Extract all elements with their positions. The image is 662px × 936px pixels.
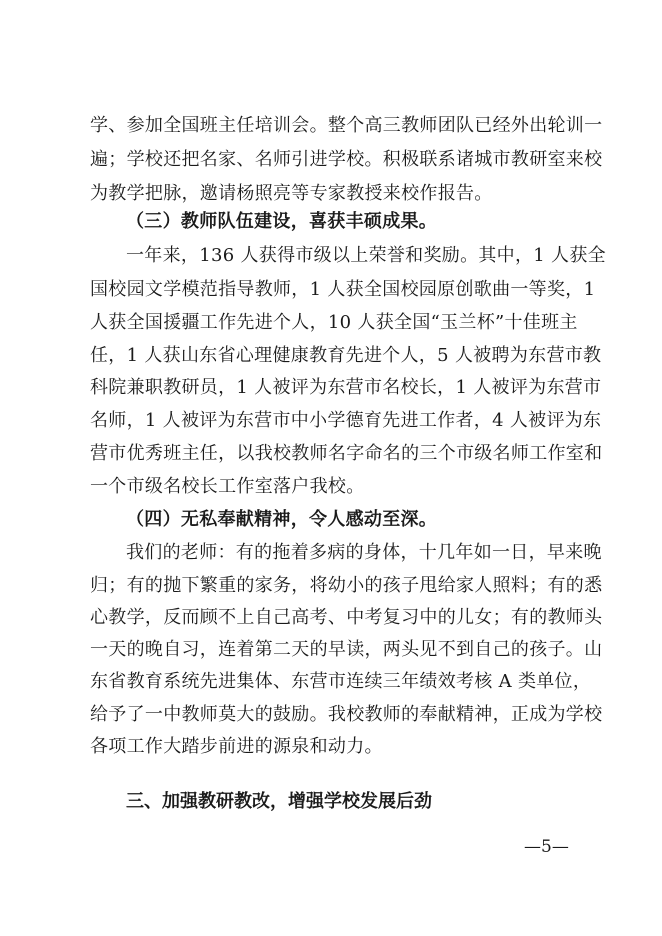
body-text-line: 心教学，反而顾不上自己高考、中考复习中的儿女；有的教师头	[90, 607, 603, 628]
section-heading: 三、加强教研教改，增强学校发展后劲	[126, 791, 432, 812]
body-text-line: 东省教育系统先进集体、东营市连续三年绩效考核 A 类单位，	[90, 671, 592, 692]
body-text-line: 给予了一中教师莫大的鼓励。我校教师的奉献精神，正成为学校	[90, 704, 603, 725]
page-number: —5—	[524, 837, 569, 857]
body-text-line: 国校园文学模范指导教师，1 人获全国校园原创歌曲一等奖，1	[90, 279, 596, 300]
body-text-line: 归；有的抛下繁重的家务，将幼小的孩子甩给家人照料；有的悉	[90, 575, 603, 596]
subsection-heading-4: （四）无私奉献精神，令人感动至深。	[126, 509, 438, 530]
body-text-line: 遍；学校还把名家、名师引进学校。积极联系诸城市教研室来校	[90, 149, 603, 170]
body-text-line: 任，1 人获山东省心理健康教育先进个人，5 人被聘为东营市教	[90, 345, 602, 366]
subsection-heading-3: （三）教师队伍建设，喜获丰硕成果。	[126, 211, 438, 232]
body-text-line: 我们的老师：有的拖着多病的身体，十几年如一日，早来晚	[126, 542, 602, 563]
body-text-line: 科院兼职教研员，1 人被评为东营市名校长，1 人被评为东营市	[90, 377, 602, 398]
body-text-line: 学、参加全国班主任培训会。整个高三教师团队已经外出轮训一	[90, 115, 603, 136]
body-text-line: 一个市级名校长工作室落户我校。	[90, 476, 365, 497]
body-text-line: 一年来，136 人获得市级以上荣誉和奖励。其中，1 人获全	[126, 245, 606, 266]
body-text-line: 各项工作大踏步前进的源泉和动力。	[90, 736, 383, 757]
body-text-line: 人获全国援疆工作先进个人，10 人获全国“玉兰杯”十佳班主	[90, 312, 578, 333]
body-text-line: 营市优秀班主任，以我校教师名字命名的三个市级名师工作室和	[90, 443, 603, 464]
body-text-line: 一天的晚自习，连着第二天的早读，两头见不到自己的孩子。山	[90, 639, 603, 660]
body-text-line: 名师，1 人被评为东营市中小学德育先进工作者，4 人被评为东	[90, 410, 602, 431]
body-text-line: 为教学把脉，邀请杨照亮等专家教授来校作报告。	[90, 183, 493, 204]
